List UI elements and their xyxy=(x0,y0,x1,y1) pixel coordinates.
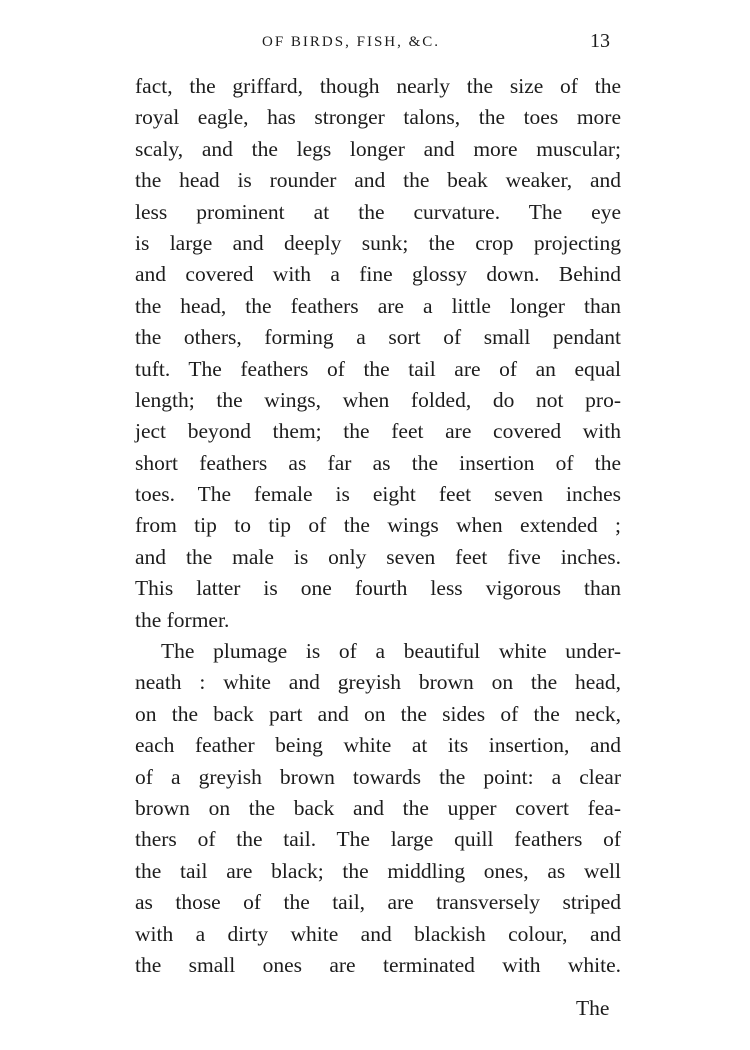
text-line: and the male is only seven feet five inches. xyxy=(135,544,621,569)
text-line: the former. xyxy=(135,607,230,632)
text-line: less prominent at the curvature. The eye xyxy=(135,199,621,224)
text-line: This latter is one fourth less vigorous than xyxy=(135,576,621,601)
text-line: fact, the griffard, though nearly the size of the xyxy=(135,74,621,98)
text-line: each feather being white at its insertion, and xyxy=(135,733,621,758)
text-line: the tail are black; the middling ones, as well xyxy=(135,858,621,883)
text-line: The plumage is of a beautiful white under- xyxy=(161,639,621,664)
text-line: short feathers as far as the insertion of the xyxy=(135,450,621,475)
text-line: as those of the tail, are transversely striped xyxy=(135,890,621,915)
running-title: OF BIRDS, FISH, &C. xyxy=(262,34,441,50)
text-line: and covered with a fine glossy down. Behind xyxy=(135,262,621,287)
page-number: 13 xyxy=(590,30,610,52)
text-line: with a dirty white and blackish colour, and xyxy=(135,921,621,946)
text-line: neath : white and greyish brown on the head, xyxy=(135,670,621,695)
text-line: tuft. The feathers of the tail are of an equal xyxy=(135,356,621,381)
text-line: thers of the tail. The large quill feathers of xyxy=(135,827,621,852)
text-line: on the back part and on the sides of the neck, xyxy=(135,701,621,726)
text-line: toes. The female is eight feet seven inches xyxy=(135,482,621,507)
text-line: brown on the back and the upper covert fea- xyxy=(135,795,621,820)
text-line: length; the wings, when folded, do not pro- xyxy=(135,387,621,412)
text-line: royal eagle, has stronger talons, the toes more xyxy=(135,105,621,130)
catchword: The xyxy=(576,996,610,1020)
text-line: scaly, and the legs longer and more muscular; xyxy=(135,136,621,161)
text-line: the others, forming a sort of small pendant xyxy=(135,325,621,350)
text-line: the head is rounder and the beak weaker, and xyxy=(135,168,621,193)
text-line: is large and deeply sunk; the crop projecting xyxy=(135,230,621,255)
text-line: the head, the feathers are a little longer than xyxy=(135,293,621,318)
text-line: the small ones are terminated with white. xyxy=(135,952,621,977)
body-text xyxy=(135,71,621,981)
text-line: ject beyond them; the feet are covered with xyxy=(135,419,621,444)
text-line: from tip to tip of the wings when extended ; xyxy=(135,513,621,538)
running-head xyxy=(0,28,750,58)
text-line: of a greyish brown towards the point: a clear xyxy=(135,764,621,789)
